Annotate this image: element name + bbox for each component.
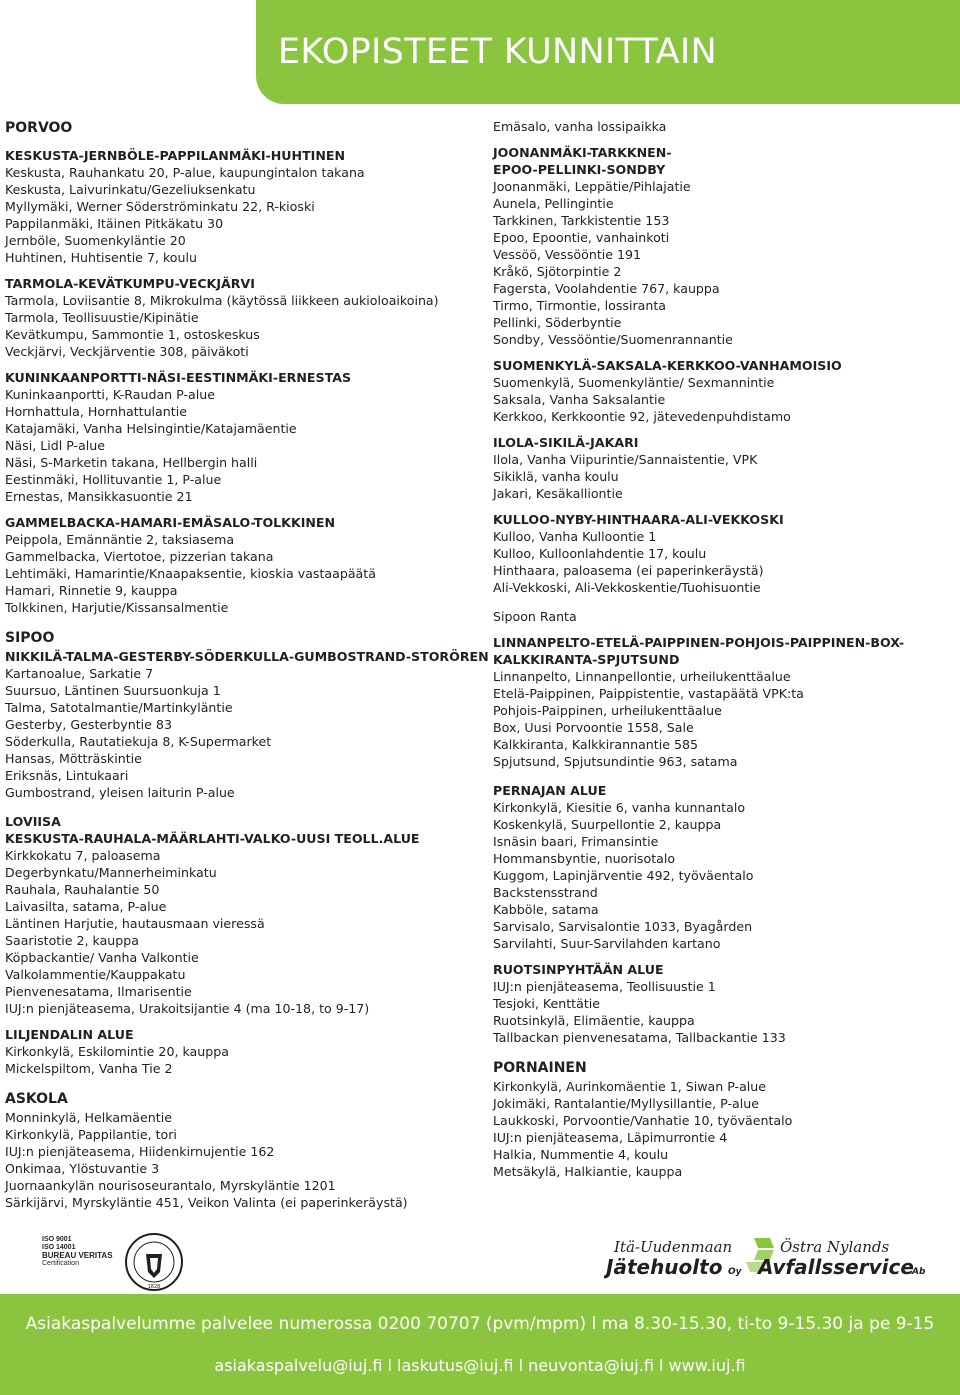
left-location-item: Monninkylä, Helkamäentie <box>5 1110 172 1125</box>
right-location-item: Emäsalo, vanha lossipaikka <box>493 119 667 134</box>
left-location-item: Katajamäki, Vanha Helsingintie/Katajamäentie <box>5 421 297 436</box>
spacer <box>5 1017 475 1026</box>
left-location-item: Jernböle, Suomenkyläntie 20 <box>5 233 186 248</box>
right-location-item: Hinthaara, paloasema (ei paperinkeräystä) <box>493 563 764 578</box>
right-location-item: Saksala, Vanha Saksalantie <box>493 392 666 407</box>
right-location-item: Metsäkylä, Halkiantie, kauppa <box>493 1164 683 1179</box>
spacer <box>493 596 953 608</box>
left-location-item: Saaristotie 2, kauppa <box>5 933 139 948</box>
right-location-item: Vessöö, Vessööntie 191 <box>493 247 642 262</box>
right-location-item: Ilola, Vanha Viipurintie/Sannaistentie, VPK <box>493 452 758 467</box>
right-location-item: Isnäsin baari, Frimansintie <box>493 834 659 849</box>
right-location-item: Jakari, Kesäkalliontie <box>493 486 623 501</box>
right-area-heading: KALKKIRANTA-SPJUTSUND <box>493 652 680 667</box>
header <box>0 0 960 104</box>
right-location-item: Kirkonkylä, Kiesitie 6, vanha kunnantalo <box>493 800 746 815</box>
left-location-item: Söderkulla, Rautatiekuja 8, K-Supermarket <box>5 734 272 749</box>
left-location-item: Talma, Satotalmantie/Martinkyläntie <box>5 700 233 715</box>
left-area-heading: TARMOLA-KEVÄTKUMPU-VECKJÄRVI <box>5 276 255 291</box>
left-location-item: Gesterby, Gesterbyntie 83 <box>5 717 172 732</box>
right-location-item: Tallbackan pienvenesatama, Tallbackantie 133 <box>493 1030 786 1045</box>
left-location-item: Kirkkokatu 7, paloasema <box>5 848 161 863</box>
left-location-item: Peippola, Emännäntie 2, taksiasema <box>5 532 235 547</box>
right-location-item: Aunela, Pellingintie <box>493 196 614 211</box>
left-location-item: Ernestas, Mansikkasuontie 21 <box>5 489 193 504</box>
left-area-heading: LILJENDALIN ALUE <box>5 1027 134 1042</box>
left-location-item: Köpbackantie/ Vanha Valkontie <box>5 950 199 965</box>
right-location-item: Tirmo, Tirmontie, lossiranta <box>493 298 667 313</box>
cert-line-bureau: BUREAU VERITAS <box>42 1251 113 1260</box>
logo-fi-top: Itä-Uudenmaan <box>614 1238 733 1256</box>
right-location-item: Kalkkiranta, Kalkkirannantie 585 <box>493 737 698 752</box>
right-column <box>493 118 953 1180</box>
right-location-item: IUJ:n pienjäteasema, Läpimurrontie 4 <box>493 1130 728 1145</box>
left-location-item: Rauhala, Rauhalantie 50 <box>5 882 160 897</box>
right-location-item: Kirkonkylä, Aurinkomäentie 1, Siwan P-alue <box>493 1079 767 1094</box>
left-location-item: Tolkkinen, Harjutie/Kissansalmentie <box>5 600 229 615</box>
right-location-item: Hommansbyntie, nuorisotalo <box>493 851 676 866</box>
left-location-item: Juornaankylän nourisoseurantalo, Myrskyläntie 1201 <box>5 1178 336 1193</box>
right-location-item: Ali-Vekkoski, Ali-Vekkoskentie/Tuohisuontie <box>493 580 761 595</box>
right-location-item: Pohjois-Paippinen, urheilukenttäalue <box>493 703 722 718</box>
right-location-item: Tesjoki, Kenttätie <box>493 996 601 1011</box>
left-location-item: Gammelbacka, Viertotoe, pizzerian takana <box>5 549 274 564</box>
left-location-item: Kirkonkylä, Pappilantie, tori <box>5 1127 177 1142</box>
left-location-item: Veckjärvi, Veckjärventie 308, päiväkoti <box>5 344 249 359</box>
right-location-item: Ruotsinkylä, Elimäentie, kauppa <box>493 1013 695 1028</box>
left-location-item: Hansas, Mötträskintie <box>5 751 142 766</box>
spacer <box>5 1077 475 1089</box>
right-location-item: Sipoon Ranta <box>493 609 577 624</box>
right-location-item: Box, Uusi Porvoontie 1558, Sale <box>493 720 694 735</box>
left-municipality-heading: SIPOO <box>5 630 55 646</box>
logo-fi-suffix: Oy <box>728 1267 742 1277</box>
spacer <box>5 505 475 514</box>
left-location-item: Särkijärvi, Myrskyläntie 451, Veikon Valinta (ei paperinkeräystä) <box>5 1195 408 1210</box>
left-location-item: Mickelspiltom, Vanha Tie 2 <box>5 1061 173 1076</box>
right-location-item: Sarvilahti, Suur-Sarvilahden kartano <box>493 936 721 951</box>
page-title: EKOPISTEET KUNNITTAIN <box>278 32 717 72</box>
right-location-item: Kråkö, Sjötorpintie 2 <box>493 264 622 279</box>
left-area-heading: LOVIISA <box>5 814 61 829</box>
left-location-item: Suursuo, Läntinen Suursuonkuja 1 <box>5 683 221 698</box>
right-location-item: Sikiklä, vanha koulu <box>493 469 619 484</box>
seal-year: 1828 <box>147 1284 161 1290</box>
right-location-item: Sarvisalo, Sarvisalontie 1033, Byagården <box>493 919 753 934</box>
bureau-veritas-certification <box>42 1232 180 1294</box>
right-area-heading: PERNAJAN ALUE <box>493 783 607 798</box>
right-location-item: Joonanmäki, Leppätie/Pihlajatie <box>493 179 691 194</box>
left-municipality-heading: PORVOO <box>5 120 73 136</box>
footer <box>0 1294 960 1395</box>
spacer <box>493 1046 953 1058</box>
right-location-item: Kulloo, Vanha Kulloontie 1 <box>493 529 657 544</box>
spacer <box>5 266 475 275</box>
spacer <box>493 502 953 511</box>
cert-line-iso14001: ISO 14001 <box>42 1244 76 1251</box>
right-location-item: Epoo, Epoontie, vanhainkoti <box>493 230 670 245</box>
right-location-item: Halkia, Nummentie 4, koulu <box>493 1147 669 1162</box>
left-area-heading: KUNINKAANPORTTI-NÄSI-EESTINMÄKI-ERNESTAS <box>5 370 352 385</box>
right-location-item: Jokimäki, Rantalantie/Myllysillantie, P-alue <box>493 1096 759 1111</box>
right-area-heading: EPOO-PELLINKI-SONDBY <box>493 162 666 177</box>
spacer <box>493 135 953 144</box>
right-area-heading: JOONANMÄKI-TARKKNEN- <box>493 145 672 160</box>
right-location-item: Sondby, Vessööntie/Suomenrannantie <box>493 332 733 347</box>
spacer <box>5 616 475 628</box>
left-location-item: Valkolammentie/Kauppakatu <box>5 967 186 982</box>
left-column <box>5 118 489 1211</box>
right-municipality-heading: PORNAINEN <box>493 1060 587 1076</box>
left-location-item: Pienvenesatama, Ilmarisentie <box>5 984 192 999</box>
left-location-item: Kartanoalue, Sarkatie 7 <box>5 666 154 681</box>
left-location-item: Näsi, S-Marketin takana, Hellbergin halli <box>5 455 258 470</box>
left-location-item: Tarmola, Loviisantie 8, Mikrokulma (käytössä liikkeen aukioloaikoina) <box>5 293 439 308</box>
footer-contact-links: asiakaspalvelu@iuj.fi l laskutus@iuj.fi l neuvonta@iuj.fi l www.iuj.fi <box>214 1356 746 1375</box>
left-location-item: Onkimaa, Ylöstuvantie 3 <box>5 1161 160 1176</box>
left-location-item: Hamari, Rinnetie 9, kauppa <box>5 583 178 598</box>
right-location-item: Spjutsund, Spjutsundintie 963, satama <box>493 754 738 769</box>
cert-text <box>42 1236 113 1268</box>
left-location-item: Pappilanmäki, Itäinen Pitkäkatu 30 <box>5 216 224 231</box>
right-location-item: Kerkkoo, Kerkkoontie 92, jätevedenpuhdistamo <box>493 409 791 424</box>
left-location-item: Keskusta, Laivurinkatu/Gezeliuksenkatu <box>5 182 256 197</box>
spacer <box>493 625 953 634</box>
left-location-item: Gumbostrand, yleisen laiturin P-alue <box>5 785 235 800</box>
left-location-item: Kirkonkylä, Eskilomintie 20, kauppa <box>5 1044 229 1059</box>
right-location-item: Laukkoski, Porvoontie/Vanhatie 10, työväentalo <box>493 1113 793 1128</box>
logo-sv-top: Östra Nylands <box>780 1238 890 1256</box>
left-location-item: Myllymäki, Werner Söderströminkatu 22, R-kioski <box>5 199 315 214</box>
spacer <box>493 425 953 434</box>
right-location-item: Suomenkylä, Suomenkyläntie/ Sexmannintie <box>493 375 775 390</box>
left-area-heading: KESKUSTA-JERNBÖLE-PAPPILANMÄKI-HUHTINEN <box>5 148 346 163</box>
right-location-item: Backstensstrand <box>493 885 598 900</box>
left-location-item: Degerbynkatu/Mannerheiminkatu <box>5 865 217 880</box>
left-location-item: Laivasilta, satama, P-alue <box>5 899 167 914</box>
left-municipality-heading: ASKOLA <box>5 1091 68 1107</box>
left-location-item: Tarmola, Teollisuustie/Kipinätie <box>5 310 199 325</box>
company-logo <box>604 1234 934 1286</box>
right-location-item: Kabböle, satama <box>493 902 599 917</box>
right-area-heading: KULLOO-NYBY-HINTHAARA-ALI-VEKKOSKI <box>493 512 784 527</box>
cert-line-iso9001: ISO 9001 <box>42 1236 72 1243</box>
left-location-item: Kuninkaanportti, K-Raudan P-alue <box>5 387 215 402</box>
left-location-item: Huhtinen, Huhtisentie 7, koulu <box>5 250 197 265</box>
left-location-item: Läntinen Harjutie, hautausmaan vieressä <box>5 916 265 931</box>
left-location-item: IUJ:n pienjäteasema, Hiidenkirnujentie 162 <box>5 1144 275 1159</box>
spacer <box>493 348 953 357</box>
right-location-item: Koskenkylä, Suurpellontie 2, kauppa <box>493 817 722 832</box>
right-location-item: Etelä-Paippinen, Paippistentie, vastapäätä VPK:ta <box>493 686 804 701</box>
left-location-item: IUJ:n pienjäteasema, Urakoitsijantie 4 (ma 10-18, to 9-17) <box>5 1001 370 1016</box>
footer-phone-text: Asiakaspalvelumme palvelee numerossa 0200 70707 (pvm/mpm) l ma 8.30-15.30, ti-to 9-15.30 ja pe 9-15 <box>25 1314 935 1334</box>
right-location-item: Pellinki, Söderbyntie <box>493 315 622 330</box>
spacer <box>5 360 475 369</box>
cert-line-certification: Certification <box>42 1260 79 1267</box>
left-location-item: Näsi, Lidl P-alue <box>5 438 106 453</box>
bureau-veritas-seal-icon <box>124 1232 184 1292</box>
spacer <box>493 952 953 961</box>
left-location-item: Lehtimäki, Hamarintie/Knaapaksentie, kioskia vastaapäätä <box>5 566 376 581</box>
right-area-heading: LINNANPELTO-ETELÄ-PAIPPINEN-POHJOIS-PAIPPINEN-BOX- <box>493 635 905 650</box>
right-location-item: Tarkkinen, Tarkkistentie 153 <box>493 213 670 228</box>
right-area-heading: ILOLA-SIKILÄ-JAKARI <box>493 435 639 450</box>
right-location-item: Linnanpelto, Linnanpellontie, urheilukenttäalue <box>493 669 791 684</box>
left-location-item: Eestinmäki, Hollituvantie 1, P-alue <box>5 472 222 487</box>
left-location-item: Eriksnäs, Lintukaari <box>5 768 129 783</box>
right-location-item: Fagersta, Voolahdentie 767, kauppa <box>493 281 720 296</box>
spacer <box>5 138 475 147</box>
left-area-heading: KESKUSTA-RAUHALA-MÄÄRLAHTI-VALKO-UUSI TEOLL.ALUE <box>5 831 420 846</box>
left-location-item: Kevätkumpu, Sammontie 1, ostoskeskus <box>5 327 260 342</box>
right-location-item: Kulloo, Kulloonlahdentie 17, koulu <box>493 546 707 561</box>
logo-sv-suffix: Ab <box>912 1267 926 1277</box>
right-area-heading: SUOMENKYLÄ-SAKSALA-KERKKOO-VANHAMOISIO <box>493 358 842 373</box>
right-location-item: IUJ:n pienjäteasema, Teollisuustie 1 <box>493 979 716 994</box>
left-area-heading: GAMMELBACKA-HAMARI-EMÄSALO-TOLKKINEN <box>5 515 336 530</box>
right-location-item: Kuggom, Lapinjärventie 492, työväentalo <box>493 868 754 883</box>
logo-sv-bottom: Avfallsservice <box>758 1255 914 1279</box>
spacer <box>5 801 475 813</box>
logo-fi-bottom: Jätehuolto <box>606 1255 723 1279</box>
left-area-heading: NIKKILÄ-TALMA-GESTERBY-SÖDERKULLA-GUMBOSTRAND-STORÖREN <box>5 649 489 664</box>
right-area-heading: RUOTSINPYHTÄÄN ALUE <box>493 962 664 977</box>
left-location-item: Keskusta, Rauhankatu 20, P-alue, kaupungintalon takana <box>5 165 365 180</box>
spacer <box>493 770 953 782</box>
left-location-item: Hornhattula, Hornhattulantie <box>5 404 187 419</box>
